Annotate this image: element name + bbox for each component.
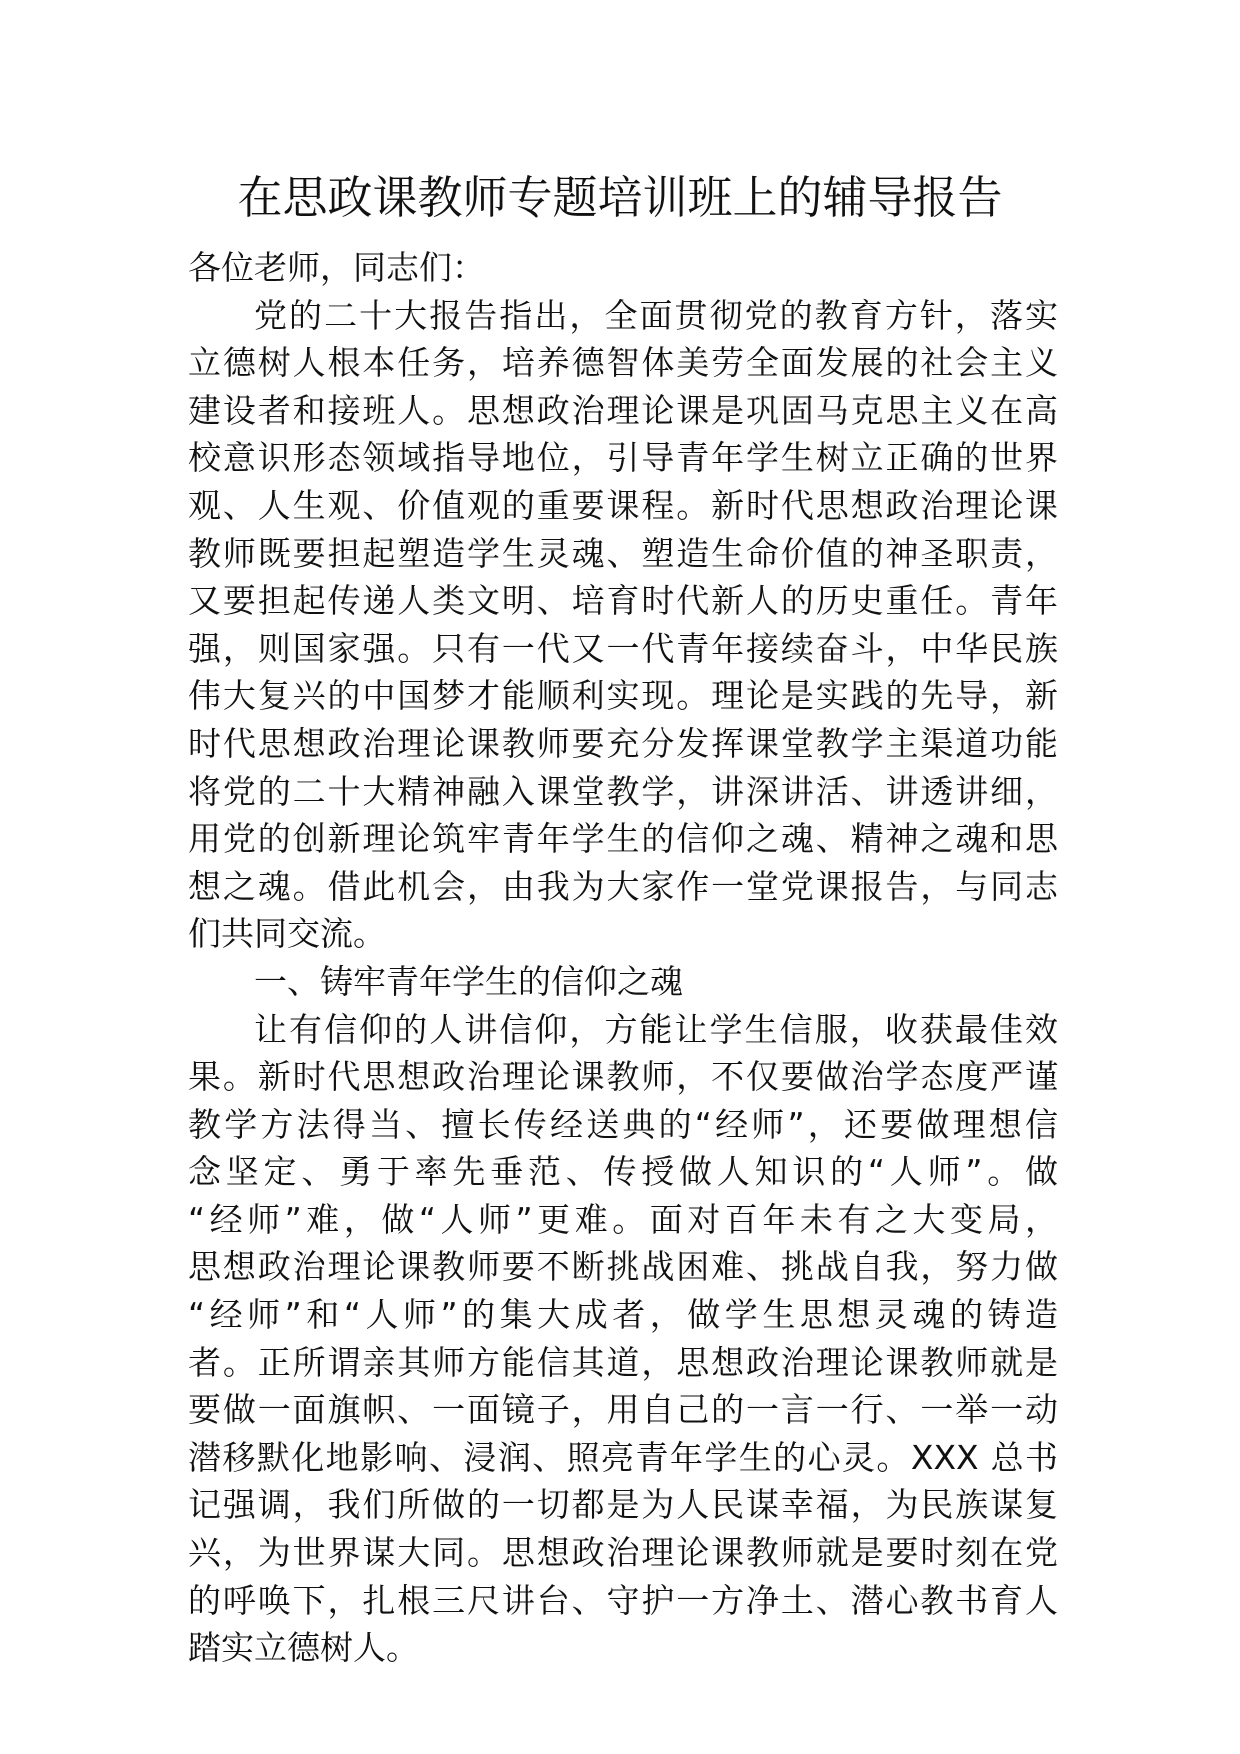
paragraph-1-line: 时代思想政治理论课教师要充分发挥课堂教学主渠道功能 xyxy=(188,723,1058,763)
document-body xyxy=(188,244,1058,1672)
paragraph-1-line: 们共同交流。 xyxy=(188,914,386,954)
section-heading-1: 一、铸牢青年学生的信仰之魂 xyxy=(254,961,683,1001)
paragraph-2-line: 踏实立德树人。 xyxy=(188,1628,419,1668)
paragraph-2-line: “经师”和“人师”的集大成者，做学生思想灵魂的铸造 xyxy=(188,1295,1058,1335)
paragraph-2-line: 思想政治理论课教师要不断挑战困难、挑战自我，努力做 xyxy=(188,1247,1058,1287)
paragraph-2-line: 记强调，我们所做的一切都是为人民谋幸福，为民族谋复 xyxy=(188,1485,1058,1525)
paragraph-2-line: 果。新时代思想政治理论课教师，不仅要做治学态度严谨 xyxy=(188,1057,1058,1097)
paragraph-1-line: 强，则国家强。只有一代又一代青年接续奋斗，中华民族 xyxy=(188,628,1058,668)
greeting-line: 各位老师，同志们： xyxy=(188,248,485,287)
paragraph-2-line: 念坚定、勇于率先垂范、传授做人知识的“人师”。做 xyxy=(188,1152,1058,1192)
paragraph-1-line: 想之魂。借此机会，由我为大家作一堂党课报告，与同志 xyxy=(188,866,1058,906)
paragraph-2-line: 潜移默化地影响、浸润、照亮青年学生的心灵。XXX 总书 xyxy=(188,1437,1058,1477)
paragraph-1-line: 观、人生观、价值观的重要课程。新时代思想政治理论课 xyxy=(188,485,1058,525)
paragraph-1-line: 党的二十大报告指出，全面贯彻党的教育方针，落实 xyxy=(254,295,1058,335)
paragraph-2-line: 的呼唤下，扎根三尺讲台、守护一方净土、潜心教书育人 xyxy=(188,1580,1058,1620)
paragraph-1-line: 教师既要担起塑造学生灵魂、塑造生命价值的神圣职责， xyxy=(188,533,1058,573)
paragraph-1-line: 建设者和接班人。思想政治理论课是巩固马克思主义在高 xyxy=(188,390,1058,430)
paragraph-1-line: 立德树人根本任务，培养德智体美劳全面发展的社会主义 xyxy=(188,343,1058,383)
paragraph-1-line: 伟大复兴的中国梦才能顺利实现。理论是实践的先导，新 xyxy=(188,676,1058,716)
paragraph-2-line: 教学方法得当、擅长传经送典的“经师”，还要做理想信 xyxy=(188,1104,1058,1144)
paragraph-1-line: 又要担起传递人类文明、培育时代新人的历史重任。青年 xyxy=(188,581,1058,621)
paragraph-2-line: “经师”难，做“人师”更难。面对百年未有之大变局， xyxy=(188,1199,1058,1239)
paragraph-2-line: 兴，为世界谋大同。思想政治理论课教师就是要时刻在党 xyxy=(188,1533,1058,1573)
document-title: 在思政课教师专题培训班上的辅导报告 xyxy=(237,171,1003,224)
paragraph-2-line: 要做一面旗帜、一面镜子，用自己的一言一行、一举一动 xyxy=(188,1390,1058,1430)
paragraph-2-line: 者。正所谓亲其师方能信其道，思想政治理论课教师就是 xyxy=(188,1342,1058,1382)
paragraph-2-line: 让有信仰的人讲信仰，方能让学生信服，收获最佳效 xyxy=(254,1009,1058,1049)
paragraph-1-line: 校意识形态领域指导地位，引导青年学生树立正确的世界 xyxy=(188,438,1058,478)
paragraph-1-line: 用党的创新理论筑牢青年学生的信仰之魂、精神之魂和思 xyxy=(188,819,1058,859)
paragraph-1-line: 将党的二十大精神融入课堂教学，讲深讲活、讲透讲细， xyxy=(188,771,1058,811)
